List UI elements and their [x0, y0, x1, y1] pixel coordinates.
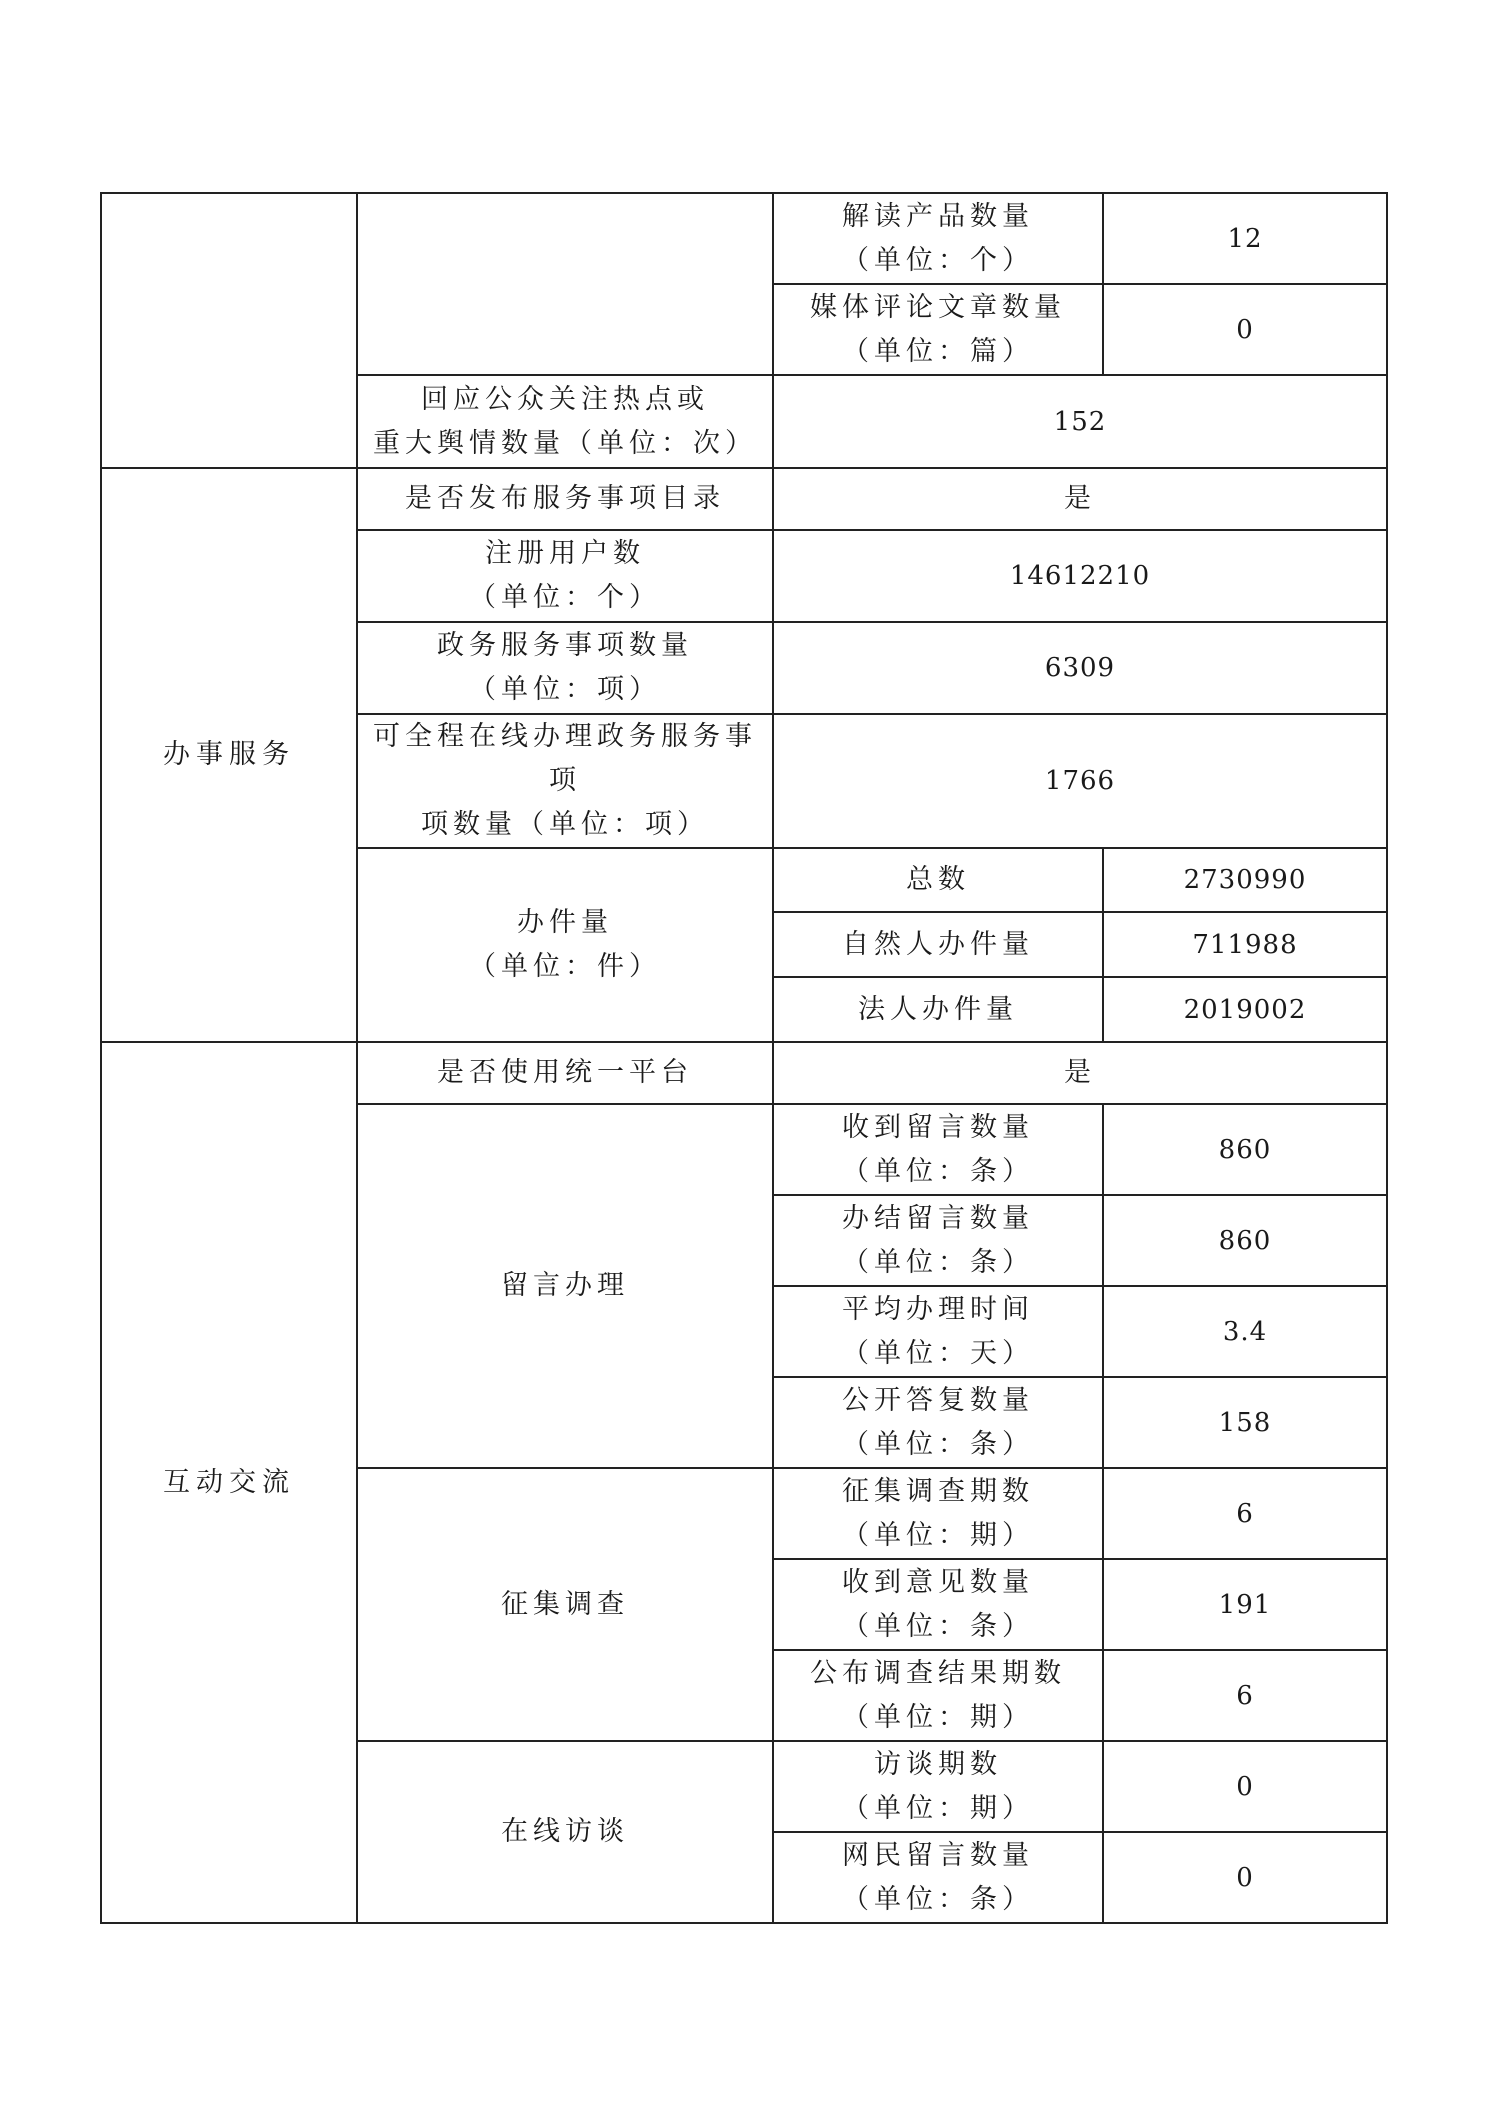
- metric-value: 158: [1103, 1377, 1387, 1468]
- category-label: 互动交流: [101, 1042, 357, 1923]
- metric-label: 法人办件量: [773, 977, 1103, 1042]
- subcategory-label: 在线访谈: [357, 1741, 773, 1923]
- metric-label: 征集调查期数 （单位：期）: [773, 1468, 1103, 1559]
- category-cell-empty: [101, 193, 357, 468]
- metric-label: 是否使用统一平台: [357, 1042, 773, 1104]
- metric-value: 1766: [773, 714, 1387, 848]
- metric-value: 152: [773, 375, 1387, 468]
- metric-label: 办结留言数量 （单位：条）: [773, 1195, 1103, 1286]
- metric-label: 平均办理时间 （单位：天）: [773, 1286, 1103, 1377]
- metric-value: 3.4: [1103, 1286, 1387, 1377]
- metric-value: 2730990: [1103, 848, 1387, 912]
- metric-label: 政务服务事项数量 （单位：项）: [357, 622, 773, 714]
- metric-value: 6309: [773, 622, 1387, 714]
- metric-label: 收到意见数量 （单位：条）: [773, 1559, 1103, 1650]
- metric-label: 访谈期数 （单位：期）: [773, 1741, 1103, 1832]
- metric-value: 0: [1103, 284, 1387, 375]
- metric-label: 媒体评论文章数量 （单位：篇）: [773, 284, 1103, 375]
- subcategory-label: 留言办理: [357, 1104, 773, 1468]
- metric-value: 191: [1103, 1559, 1387, 1650]
- metric-label: 公布调查结果期数 （单位：期）: [773, 1650, 1103, 1741]
- metric-value: 是: [773, 1042, 1387, 1104]
- metric-label: 回应公众关注热点或 重大舆情数量（单位：次）: [357, 375, 773, 468]
- table-row: [101, 468, 1387, 530]
- table-row: [101, 193, 1387, 284]
- metric-label: 自然人办件量: [773, 912, 1103, 977]
- subcategory-label: 办件量 （单位：件）: [357, 848, 773, 1042]
- metric-value: 14612210: [773, 530, 1387, 622]
- metric-value: 0: [1103, 1832, 1387, 1923]
- metric-value: 860: [1103, 1195, 1387, 1286]
- statistics-table: [100, 192, 1388, 1924]
- metric-value: 0: [1103, 1741, 1387, 1832]
- metric-value: 860: [1103, 1104, 1387, 1195]
- metric-value: 是: [773, 468, 1387, 530]
- metric-label: 可全程在线办理政务服务事项 项数量（单位：项）: [357, 714, 773, 848]
- metric-value: 12: [1103, 193, 1387, 284]
- metric-label: 网民留言数量 （单位：条）: [773, 1832, 1103, 1923]
- metric-value: 711988: [1103, 912, 1387, 977]
- subcategory-label: 征集调查: [357, 1468, 773, 1741]
- metric-label: 总数: [773, 848, 1103, 912]
- metric-label: 注册用户数 （单位：个）: [357, 530, 773, 622]
- metric-value: 2019002: [1103, 977, 1387, 1042]
- metric-label: 收到留言数量 （单位：条）: [773, 1104, 1103, 1195]
- table-row: [101, 1042, 1387, 1104]
- category-label: 办事服务: [101, 468, 357, 1042]
- metric-label: 是否发布服务事项目录: [357, 468, 773, 530]
- subcategory-cell-empty: [357, 193, 773, 375]
- metric-label: 公开答复数量 （单位：条）: [773, 1377, 1103, 1468]
- metric-label: 解读产品数量 （单位：个）: [773, 193, 1103, 284]
- metric-value: 6: [1103, 1650, 1387, 1741]
- metric-value: 6: [1103, 1468, 1387, 1559]
